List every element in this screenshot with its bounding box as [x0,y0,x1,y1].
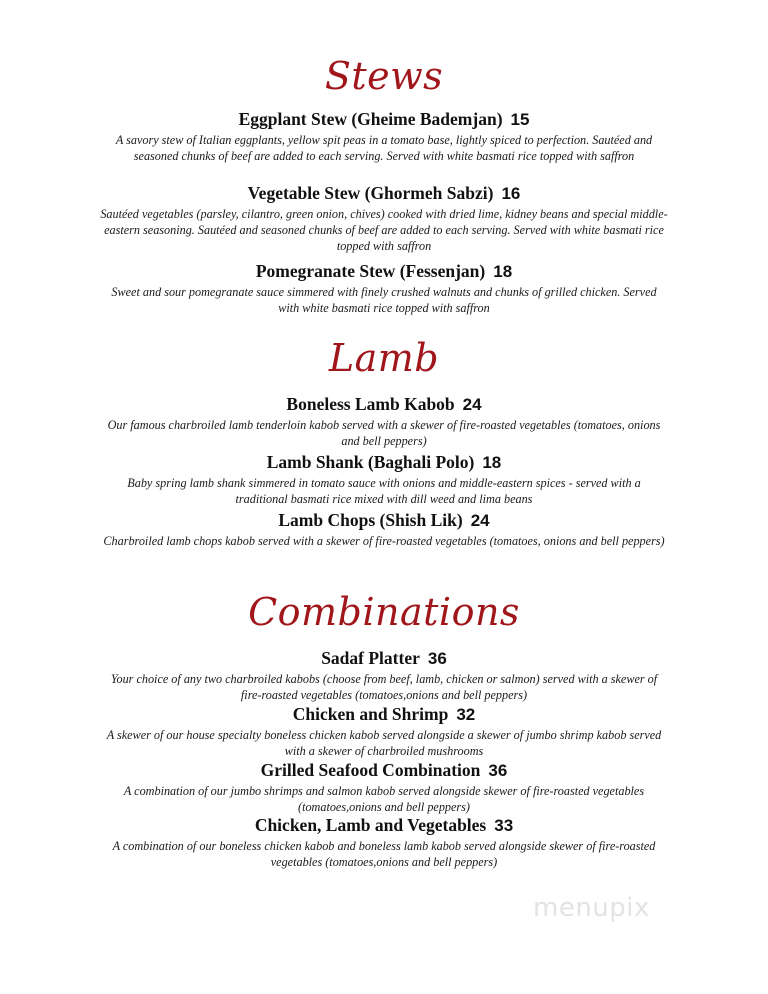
item-description: Sweet and sour pomegranate sauce simmered with finely crushed walnuts and chunks of grilled chicken. Served with white basmati rice topped with saffron [111,285,657,315]
item-price: 16 [501,184,521,203]
item-price: 15 [510,110,530,129]
item-name: Chicken, Lamb and Vegetables [254,815,487,835]
menu-item-boneless-lamb-kabob [100,393,668,449]
menu-item-chicken-and-shrimp [100,703,668,759]
menu-item-lamb-shank [100,451,668,507]
item-name: Lamb Shank (Baghali Polo) [266,452,475,472]
item-heading [100,260,668,283]
item-name: Chicken and Shrimp [292,704,449,724]
item-heading [100,509,668,532]
item-description: Our famous charbroiled lamb tenderloin kabob served with a skewer of fire-roasted vegetables (tomatoes, onions and bell peppers) [107,418,661,448]
item-description: Sautéed vegetables (parsley, cilantro, green onion, chives) cooked with dried lime, kidney beans and special middle-eastern seasoning. Sautéed and seasoned chunks of beef are added to each serving. Served with white basmati rice topped with saffron [100,207,668,253]
item-name: Boneless Lamb Kabob [286,394,455,414]
item-price: 36 [488,761,508,780]
menupix-watermark: menupix [533,893,650,923]
menu-item-eggplant-stew [100,108,668,164]
item-description: A skewer of our house specialty boneless chicken kabob served alongside a skewer of jumbo shrimp kabob served with a skewer of charbroiled mushrooms [106,728,662,758]
item-name: Eggplant Stew (Gheime Bademjan) [238,109,503,129]
item-name: Lamb Chops (Shish Lik) [278,510,463,530]
item-price: 24 [470,511,490,530]
section-title-combinations: Combinations [248,590,520,634]
section-title-stews: Stews [324,54,444,98]
item-description: Charbroiled lamb chops kabob served with a skewer of fire-roasted vegetables (tomatoes, onions and bell peppers) [103,534,665,548]
item-price: 32 [456,705,476,724]
item-name: Vegetable Stew (Ghormeh Sabzi) [247,183,494,203]
item-price: 18 [493,262,513,281]
item-name: Grilled Seafood Combination [260,760,481,780]
section-title-lamb: Lamb [328,336,440,380]
menu-item-lamb-chops [100,509,668,549]
item-description: A combination of our boneless chicken kabob and boneless lamb kabob served alongside skewer of fire-roasted vegetables (tomatoes,onions and bell peppers) [112,839,656,869]
menu-item-grilled-seafood-combination [100,759,668,815]
menu-item-vegetable-stew [100,182,668,254]
item-heading [100,393,668,416]
item-description: A combination of our jumbo shrimps and salmon kabob served alongside skewer of fire-roasted vegetables (tomatoes,onions and bell peppers) [123,784,645,814]
item-heading [100,108,668,131]
item-price: 18 [482,453,502,472]
item-heading [100,759,668,782]
item-price: 33 [494,816,514,835]
item-heading [100,647,668,670]
menu-item-chicken-lamb-vegetables [100,814,668,870]
item-description: Your choice of any two charbroiled kabobs (choose from beef, lamb, chicken or salmon) served with a skewer of fire-roasted vegetables (tomatoes,onions and bell peppers) [110,672,658,702]
item-heading [100,182,668,205]
item-price: 36 [427,649,447,668]
menu-item-sadaf-platter [100,647,668,703]
item-name: Pomegranate Stew (Fessenjan) [255,261,486,281]
item-price: 24 [462,395,482,414]
item-name: Sadaf Platter [321,648,420,668]
item-heading [100,814,668,837]
item-heading [100,703,668,726]
item-description: Baby spring lamb shank simmered in tomato sauce with onions and middle-eastern spices - served with a traditional basmati rice mixed with dill weed and lima beans [127,476,641,506]
item-heading [100,451,668,474]
menu-item-pomegranate-stew [100,260,668,316]
item-description: A savory stew of Italian eggplants, yellow spit peas in a tomato base, lightly spiced to perfection. Sautéed and seasoned chunks of beef are added to each serving. Served with white basmati rice topped with saffron [115,133,653,163]
